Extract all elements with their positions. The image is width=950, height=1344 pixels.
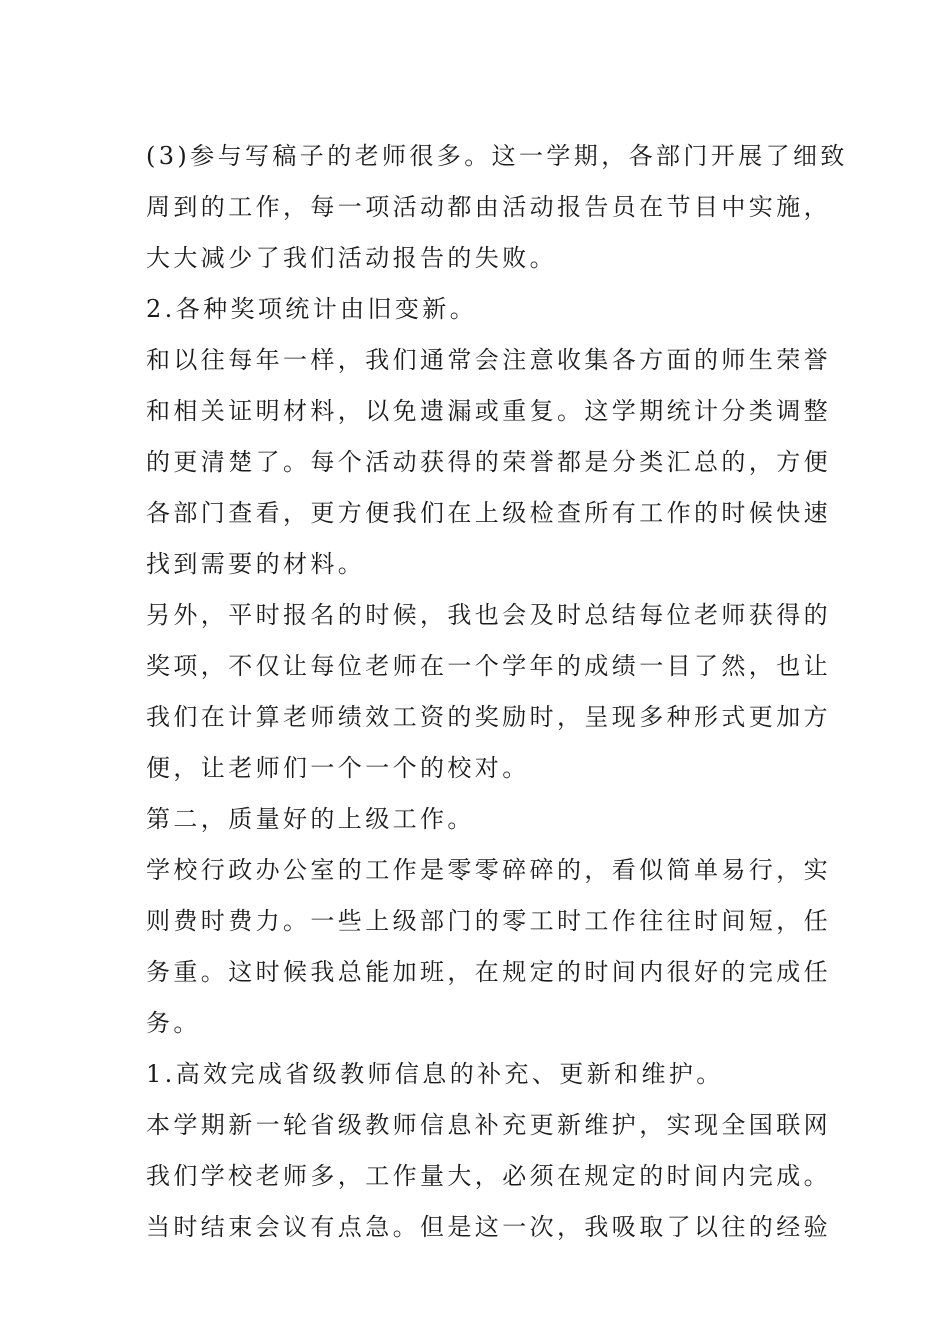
text-line: 我们学校老师多，工作量大，必须在规定的时间内完成。 — [146, 1162, 831, 1190]
text-line: 学校行政办公室的工作是零零碎碎的，看似简单易行，实 — [146, 856, 831, 884]
text-line: 另外，平时报名的时候，我也会及时总结每位老师获得的 — [146, 601, 831, 629]
text-line: 和以往每年一样，我们通常会注意收集各方面的师生荣誉 — [146, 346, 831, 374]
text-line: 各部门查看，更方便我们在上级检查所有工作的时候快速 — [146, 499, 831, 527]
text-line: 找到需要的材料。 — [146, 550, 366, 578]
text-line: 本学期新一轮省级教师信息补充更新维护，实现全国联网 — [146, 1111, 831, 1139]
text-line: 当时结束会议有点急。但是这一次，我吸取了以往的经验 — [146, 1213, 831, 1241]
text-line: 2.各种奖项统计由旧变新。 — [146, 295, 478, 323]
text-line: 的更清楚了。每个活动获得的荣誉都是分类汇总的，方便 — [146, 448, 831, 476]
text-line: 务重。这时候我总能加班，在规定的时间内很好的完成任 — [146, 958, 831, 986]
text-line: 我们在计算老师绩效工资的奖励时，呈现多种形式更加方 — [146, 703, 831, 731]
text-line: 大大减少了我们活动报告的失败。 — [146, 244, 557, 272]
text-line: 1.高效完成省级教师信息的补充、更新和维护。 — [146, 1060, 724, 1088]
text-line: (3)参与写稿子的老师很多。这一学期，各部门开展了细致 — [146, 142, 848, 170]
text-line: 奖项，不仅让每位老师在一个学年的成绩一目了然，也让 — [146, 652, 831, 680]
text-line: 便，让老师们一个一个的校对。 — [146, 754, 530, 782]
text-line: 周到的工作，每一项活动都由活动报告员在节目中实施， — [146, 193, 831, 221]
text-line: 和相关证明材料，以免遗漏或重复。这学期统计分类调整 — [146, 397, 831, 425]
text-line: 则费时费力。一些上级部门的零工时工作往往时间短，任 — [146, 907, 831, 935]
text-line: 务。 — [146, 1009, 201, 1037]
text-line: 第二，质量好的上级工作。 — [146, 805, 475, 833]
document-body — [146, 131, 848, 1253]
